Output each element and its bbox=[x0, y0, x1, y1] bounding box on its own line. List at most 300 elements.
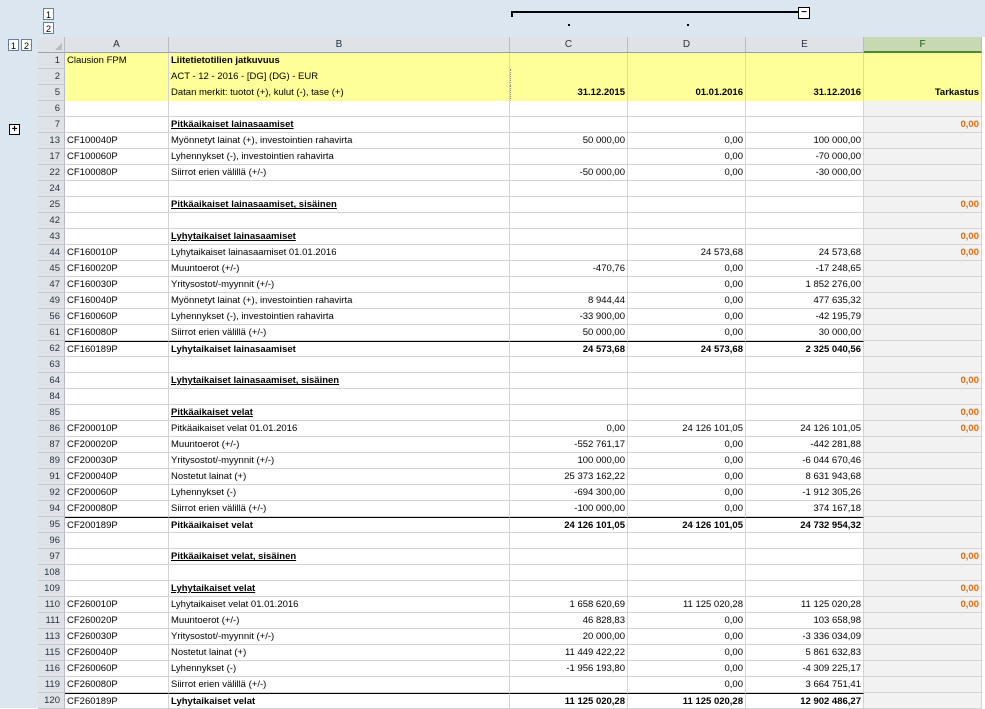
description-cell[interactable] bbox=[169, 101, 510, 117]
account-code-cell[interactable]: CF260010P bbox=[65, 597, 169, 613]
description-cell[interactable]: Siirrot erien välillä (+/-) bbox=[169, 501, 510, 517]
account-code-cell[interactable] bbox=[65, 197, 169, 213]
report-subtitle-cell[interactable]: ACT - 12 - 2016 - [DG] (DG) - EUR bbox=[169, 69, 510, 85]
description-cell[interactable]: Lyhytaikaiset lainasaamiset bbox=[169, 229, 510, 245]
check-value-cell[interactable] bbox=[864, 629, 982, 645]
check-value-cell[interactable] bbox=[864, 661, 982, 677]
value-31-12-2015-cell[interactable]: 100 000,00 bbox=[510, 453, 628, 469]
row-number[interactable]: 64 bbox=[38, 373, 65, 389]
check-value-cell[interactable] bbox=[864, 357, 982, 373]
value-31-12-2015-cell[interactable]: 8 944,44 bbox=[510, 293, 628, 309]
description-cell[interactable] bbox=[169, 389, 510, 405]
account-code-cell[interactable]: CF200020P bbox=[65, 437, 169, 453]
account-code-cell[interactable] bbox=[65, 181, 169, 197]
value-31-12-2016-cell[interactable] bbox=[746, 405, 864, 421]
value-31-12-2015-cell[interactable]: 25 373 162,22 bbox=[510, 469, 628, 485]
value-31-12-2016-cell[interactable]: -6 044 670,46 bbox=[746, 453, 864, 469]
description-cell[interactable]: Lyhennykset (-), investointien rahavirta bbox=[169, 309, 510, 325]
row-number[interactable]: 92 bbox=[38, 485, 65, 501]
row-number[interactable]: 85 bbox=[38, 405, 65, 421]
value-31-12-2016-cell[interactable] bbox=[746, 197, 864, 213]
column-outline-level-1-button[interactable]: 1 bbox=[43, 8, 54, 20]
description-cell[interactable] bbox=[169, 357, 510, 373]
value-31-12-2016-cell[interactable] bbox=[746, 181, 864, 197]
description-cell[interactable]: Lyhennykset (-) bbox=[169, 661, 510, 677]
check-value-cell[interactable] bbox=[864, 149, 982, 165]
check-value-cell[interactable]: 0,00 bbox=[864, 373, 982, 389]
account-code-cell[interactable] bbox=[65, 581, 169, 597]
value-31-12-2015-cell[interactable]: 46 828,83 bbox=[510, 613, 628, 629]
account-code-cell[interactable] bbox=[65, 373, 169, 389]
account-code-cell[interactable] bbox=[65, 565, 169, 581]
value-31-12-2016-cell[interactable]: 8 631 943,68 bbox=[746, 469, 864, 485]
description-cell[interactable]: Lyhytaikaiset lainasaamiset 01.01.2016 bbox=[169, 245, 510, 261]
value-01-01-2016-cell[interactable]: 24 126 101,05 bbox=[628, 421, 746, 437]
value-31-12-2016-cell[interactable] bbox=[746, 581, 864, 597]
check-value-cell[interactable] bbox=[864, 133, 982, 149]
value-31-12-2016-cell[interactable]: 100 000,00 bbox=[746, 133, 864, 149]
value-31-12-2015-cell[interactable] bbox=[510, 677, 628, 693]
value-01-01-2016-cell[interactable] bbox=[628, 405, 746, 421]
cell-c2[interactable] bbox=[510, 69, 628, 85]
select-all-corner[interactable] bbox=[38, 37, 65, 53]
description-cell[interactable]: Lyhytaikaiset lainasaamiset bbox=[169, 341, 510, 357]
column-header-c[interactable]: C bbox=[510, 37, 628, 53]
value-31-12-2015-cell[interactable]: 50 000,00 bbox=[510, 325, 628, 341]
value-01-01-2016-cell[interactable]: 0,00 bbox=[628, 293, 746, 309]
cell-d1[interactable] bbox=[628, 53, 746, 69]
value-31-12-2016-cell[interactable]: 477 635,32 bbox=[746, 293, 864, 309]
account-code-cell[interactable] bbox=[65, 405, 169, 421]
row-number[interactable]: 63 bbox=[38, 357, 65, 373]
account-code-cell[interactable]: CF260040P bbox=[65, 645, 169, 661]
value-31-12-2015-cell[interactable]: 0,00 bbox=[510, 421, 628, 437]
value-01-01-2016-cell[interactable]: 0,00 bbox=[628, 165, 746, 181]
check-value-cell[interactable] bbox=[864, 181, 982, 197]
column-header-a[interactable]: A bbox=[65, 37, 169, 53]
check-value-cell[interactable] bbox=[864, 693, 982, 709]
description-cell[interactable]: Muuntoerot (+/-) bbox=[169, 437, 510, 453]
value-31-12-2015-cell[interactable]: 20 000,00 bbox=[510, 629, 628, 645]
account-code-cell[interactable] bbox=[65, 101, 169, 117]
value-01-01-2016-cell[interactable] bbox=[628, 181, 746, 197]
value-31-12-2016-cell[interactable] bbox=[746, 229, 864, 245]
description-cell[interactable] bbox=[169, 565, 510, 581]
value-31-12-2015-cell[interactable] bbox=[510, 389, 628, 405]
value-31-12-2015-cell[interactable]: -100 000,00 bbox=[510, 501, 628, 517]
value-01-01-2016-cell[interactable]: 11 125 020,28 bbox=[628, 693, 746, 709]
row-number[interactable]: 49 bbox=[38, 293, 65, 309]
data-sign-note-cell[interactable]: Datan merkit: tuotot (+), kulut (-), tase (+) bbox=[169, 85, 510, 101]
check-header-f[interactable]: Tarkastus bbox=[864, 85, 982, 101]
value-01-01-2016-cell[interactable]: 11 125 020,28 bbox=[628, 597, 746, 613]
value-31-12-2016-cell[interactable] bbox=[746, 101, 864, 117]
cell-a2[interactable] bbox=[65, 69, 169, 85]
value-01-01-2016-cell[interactable]: 0,00 bbox=[628, 661, 746, 677]
value-01-01-2016-cell[interactable]: 0,00 bbox=[628, 469, 746, 485]
account-code-cell[interactable] bbox=[65, 117, 169, 133]
check-value-cell[interactable]: 0,00 bbox=[864, 245, 982, 261]
value-01-01-2016-cell[interactable]: 24 573,68 bbox=[628, 341, 746, 357]
check-value-cell[interactable] bbox=[864, 453, 982, 469]
account-code-cell[interactable] bbox=[65, 389, 169, 405]
check-value-cell[interactable]: 0,00 bbox=[864, 581, 982, 597]
value-31-12-2015-cell[interactable] bbox=[510, 581, 628, 597]
description-cell[interactable] bbox=[169, 181, 510, 197]
description-cell[interactable]: Lyhennykset (-), investointien rahavirta bbox=[169, 149, 510, 165]
account-code-cell[interactable]: CF260080P bbox=[65, 677, 169, 693]
description-cell[interactable]: Pitkäaikaiset velat bbox=[169, 517, 510, 533]
description-cell[interactable]: Muuntoerot (+/-) bbox=[169, 613, 510, 629]
row-number[interactable]: 111 bbox=[38, 613, 65, 629]
account-code-cell[interactable]: CF100040P bbox=[65, 133, 169, 149]
value-31-12-2015-cell[interactable] bbox=[510, 181, 628, 197]
date-header-d[interactable]: 01.01.2016 bbox=[628, 85, 746, 101]
check-value-cell[interactable] bbox=[864, 501, 982, 517]
row-number[interactable]: 7 bbox=[38, 117, 65, 133]
value-01-01-2016-cell[interactable]: 0,00 bbox=[628, 325, 746, 341]
value-31-12-2015-cell[interactable]: -33 900,00 bbox=[510, 309, 628, 325]
row-number[interactable]: 44 bbox=[38, 245, 65, 261]
value-31-12-2015-cell[interactable] bbox=[510, 549, 628, 565]
value-31-12-2015-cell[interactable] bbox=[510, 405, 628, 421]
cell-f2[interactable] bbox=[864, 69, 982, 85]
row-number[interactable]: 110 bbox=[38, 597, 65, 613]
row-number[interactable]: 91 bbox=[38, 469, 65, 485]
account-code-cell[interactable]: CF100080P bbox=[65, 165, 169, 181]
value-31-12-2016-cell[interactable]: -442 281,88 bbox=[746, 437, 864, 453]
account-code-cell[interactable]: CF160040P bbox=[65, 293, 169, 309]
description-cell[interactable]: Siirrot erien välillä (+/-) bbox=[169, 677, 510, 693]
row-number[interactable]: 97 bbox=[38, 549, 65, 565]
description-cell[interactable]: Pitkäaikaiset velat, sisäinen bbox=[169, 549, 510, 565]
row-number[interactable]: 6 bbox=[38, 101, 65, 117]
value-01-01-2016-cell[interactable]: 0,00 bbox=[628, 453, 746, 469]
value-01-01-2016-cell[interactable]: 0,00 bbox=[628, 437, 746, 453]
check-value-cell[interactable] bbox=[864, 389, 982, 405]
check-value-cell[interactable] bbox=[864, 485, 982, 501]
row-number[interactable]: 61 bbox=[38, 325, 65, 341]
cell-f1[interactable] bbox=[864, 53, 982, 69]
account-code-cell[interactable]: CF260020P bbox=[65, 613, 169, 629]
account-code-cell[interactable]: CF200060P bbox=[65, 485, 169, 501]
value-01-01-2016-cell[interactable] bbox=[628, 117, 746, 133]
row-number[interactable]: 43 bbox=[38, 229, 65, 245]
value-31-12-2015-cell[interactable]: 11 125 020,28 bbox=[510, 693, 628, 709]
description-cell[interactable]: Pitkäaikaiset lainasaamiset, sisäinen bbox=[169, 197, 510, 213]
value-01-01-2016-cell[interactable]: 0,00 bbox=[628, 309, 746, 325]
check-value-cell[interactable] bbox=[864, 293, 982, 309]
row-number[interactable]: 45 bbox=[38, 261, 65, 277]
account-code-cell[interactable]: CF260189P bbox=[65, 693, 169, 709]
account-code-cell[interactable]: CF160060P bbox=[65, 309, 169, 325]
value-01-01-2016-cell[interactable]: 0,00 bbox=[628, 261, 746, 277]
description-cell[interactable]: Siirrot erien välillä (+/-) bbox=[169, 165, 510, 181]
value-01-01-2016-cell[interactable]: 24 126 101,05 bbox=[628, 517, 746, 533]
value-31-12-2015-cell[interactable] bbox=[510, 213, 628, 229]
column-header-b[interactable]: B bbox=[169, 37, 510, 53]
column-header-e[interactable]: E bbox=[746, 37, 864, 53]
cell-d2[interactable] bbox=[628, 69, 746, 85]
account-code-cell[interactable] bbox=[65, 549, 169, 565]
check-value-cell[interactable]: 0,00 bbox=[864, 197, 982, 213]
value-01-01-2016-cell[interactable] bbox=[628, 229, 746, 245]
value-31-12-2016-cell[interactable] bbox=[746, 373, 864, 389]
value-31-12-2015-cell[interactable] bbox=[510, 373, 628, 389]
column-outline-level-2-button[interactable]: 2 bbox=[43, 22, 54, 34]
value-31-12-2016-cell[interactable]: 24 732 954,32 bbox=[746, 517, 864, 533]
check-value-cell[interactable] bbox=[864, 437, 982, 453]
account-code-cell[interactable]: CF160010P bbox=[65, 245, 169, 261]
value-31-12-2016-cell[interactable]: 374 167,18 bbox=[746, 501, 864, 517]
date-header-e[interactable]: 31.12.2016 bbox=[746, 85, 864, 101]
value-31-12-2016-cell[interactable]: 24 573,68 bbox=[746, 245, 864, 261]
value-31-12-2016-cell[interactable]: 24 126 101,05 bbox=[746, 421, 864, 437]
account-code-cell[interactable]: CF160020P bbox=[65, 261, 169, 277]
row-number[interactable]: 94 bbox=[38, 501, 65, 517]
value-31-12-2015-cell[interactable] bbox=[510, 357, 628, 373]
check-value-cell[interactable] bbox=[864, 613, 982, 629]
row-number[interactable]: 109 bbox=[38, 581, 65, 597]
check-value-cell[interactable] bbox=[864, 213, 982, 229]
description-cell[interactable]: Lyhytaikaiset velat bbox=[169, 693, 510, 709]
check-value-cell[interactable] bbox=[864, 277, 982, 293]
value-01-01-2016-cell[interactable]: 24 573,68 bbox=[628, 245, 746, 261]
value-31-12-2016-cell[interactable] bbox=[746, 213, 864, 229]
value-01-01-2016-cell[interactable] bbox=[628, 549, 746, 565]
value-31-12-2015-cell[interactable]: 24 126 101,05 bbox=[510, 517, 628, 533]
value-31-12-2016-cell[interactable] bbox=[746, 565, 864, 581]
value-31-12-2015-cell[interactable] bbox=[510, 277, 628, 293]
row-number[interactable]: 115 bbox=[38, 645, 65, 661]
description-cell[interactable]: Myönnetyt lainat (+), investointien rahavirta bbox=[169, 293, 510, 309]
check-value-cell[interactable] bbox=[864, 533, 982, 549]
account-code-cell[interactable] bbox=[65, 229, 169, 245]
cell-a5[interactable] bbox=[65, 85, 169, 101]
date-header-c[interactable]: 31.12.2015 bbox=[510, 85, 628, 101]
check-value-cell[interactable]: 0,00 bbox=[864, 421, 982, 437]
value-31-12-2015-cell[interactable]: -470,76 bbox=[510, 261, 628, 277]
row-outline-level-1-button[interactable]: 1 bbox=[8, 39, 19, 51]
row-number[interactable]: 120 bbox=[38, 693, 65, 709]
value-31-12-2015-cell[interactable]: 24 573,68 bbox=[510, 341, 628, 357]
check-value-cell[interactable] bbox=[864, 341, 982, 357]
value-31-12-2016-cell[interactable]: 30 000,00 bbox=[746, 325, 864, 341]
row-number[interactable]: 2 bbox=[38, 69, 65, 85]
value-01-01-2016-cell[interactable]: 0,00 bbox=[628, 677, 746, 693]
description-cell[interactable]: Muuntoerot (+/-) bbox=[169, 261, 510, 277]
company-name-cell[interactable]: Clausion FPM bbox=[65, 53, 169, 69]
account-code-cell[interactable]: CF200040P bbox=[65, 469, 169, 485]
check-value-cell[interactable] bbox=[864, 325, 982, 341]
account-code-cell[interactable] bbox=[65, 357, 169, 373]
value-31-12-2016-cell[interactable]: -1 912 305,26 bbox=[746, 485, 864, 501]
value-01-01-2016-cell[interactable] bbox=[628, 357, 746, 373]
description-cell[interactable] bbox=[169, 533, 510, 549]
description-cell[interactable] bbox=[169, 213, 510, 229]
account-code-cell[interactable]: CF260060P bbox=[65, 661, 169, 677]
value-31-12-2016-cell[interactable]: -3 336 034,09 bbox=[746, 629, 864, 645]
row-number[interactable]: 24 bbox=[38, 181, 65, 197]
account-code-cell[interactable]: CF200080P bbox=[65, 501, 169, 517]
value-31-12-2016-cell[interactable]: -30 000,00 bbox=[746, 165, 864, 181]
value-01-01-2016-cell[interactable] bbox=[628, 581, 746, 597]
value-31-12-2015-cell[interactable] bbox=[510, 245, 628, 261]
check-value-cell[interactable]: 0,00 bbox=[864, 117, 982, 133]
value-31-12-2016-cell[interactable]: 11 125 020,28 bbox=[746, 597, 864, 613]
row-number[interactable]: 62 bbox=[38, 341, 65, 357]
account-code-cell[interactable]: CF160080P bbox=[65, 325, 169, 341]
value-31-12-2016-cell[interactable]: 1 852 276,00 bbox=[746, 277, 864, 293]
description-cell[interactable]: Yritysostot/-myynnit (+/-) bbox=[169, 453, 510, 469]
value-01-01-2016-cell[interactable]: 0,00 bbox=[628, 645, 746, 661]
collapse-column-group-button[interactable]: − bbox=[798, 7, 810, 19]
check-value-cell[interactable] bbox=[864, 101, 982, 117]
column-header-f[interactable]: F bbox=[864, 37, 982, 53]
check-value-cell[interactable] bbox=[864, 677, 982, 693]
description-cell[interactable]: Yritysostot/-myynnit (+/-) bbox=[169, 277, 510, 293]
value-31-12-2016-cell[interactable] bbox=[746, 357, 864, 373]
row-number[interactable]: 89 bbox=[38, 453, 65, 469]
value-01-01-2016-cell[interactable]: 0,00 bbox=[628, 133, 746, 149]
value-31-12-2016-cell[interactable] bbox=[746, 389, 864, 405]
description-cell[interactable]: Pitkäaikaiset velat 01.01.2016 bbox=[169, 421, 510, 437]
check-value-cell[interactable]: 0,00 bbox=[864, 229, 982, 245]
check-value-cell[interactable]: 0,00 bbox=[864, 405, 982, 421]
description-cell[interactable]: Nostetut lainat (+) bbox=[169, 469, 510, 485]
row-number[interactable]: 86 bbox=[38, 421, 65, 437]
check-value-cell[interactable] bbox=[864, 645, 982, 661]
value-01-01-2016-cell[interactable] bbox=[628, 373, 746, 389]
check-value-cell[interactable] bbox=[864, 309, 982, 325]
account-code-cell[interactable]: CF200030P bbox=[65, 453, 169, 469]
value-01-01-2016-cell[interactable] bbox=[628, 101, 746, 117]
check-value-cell[interactable] bbox=[864, 517, 982, 533]
value-01-01-2016-cell[interactable]: 0,00 bbox=[628, 485, 746, 501]
row-number[interactable]: 113 bbox=[38, 629, 65, 645]
value-31-12-2015-cell[interactable]: -1 956 193,80 bbox=[510, 661, 628, 677]
check-value-cell[interactable] bbox=[864, 165, 982, 181]
account-code-cell[interactable]: CF200189P bbox=[65, 517, 169, 533]
value-31-12-2015-cell[interactable]: -50 000,00 bbox=[510, 165, 628, 181]
value-31-12-2015-cell[interactable] bbox=[510, 197, 628, 213]
account-code-cell[interactable] bbox=[65, 533, 169, 549]
description-cell[interactable]: Lyhennykset (-) bbox=[169, 485, 510, 501]
account-code-cell[interactable]: CF160030P bbox=[65, 277, 169, 293]
value-01-01-2016-cell[interactable] bbox=[628, 197, 746, 213]
value-31-12-2016-cell[interactable] bbox=[746, 533, 864, 549]
expand-row-group-button[interactable]: + bbox=[9, 124, 20, 135]
value-31-12-2015-cell[interactable] bbox=[510, 101, 628, 117]
value-31-12-2016-cell[interactable]: 5 861 632,83 bbox=[746, 645, 864, 661]
check-value-cell[interactable]: 0,00 bbox=[864, 549, 982, 565]
value-01-01-2016-cell[interactable]: 0,00 bbox=[628, 613, 746, 629]
value-01-01-2016-cell[interactable]: 0,00 bbox=[628, 277, 746, 293]
account-code-cell[interactable]: CF100060P bbox=[65, 149, 169, 165]
row-number[interactable]: 96 bbox=[38, 533, 65, 549]
value-31-12-2015-cell[interactable]: 11 449 422,22 bbox=[510, 645, 628, 661]
cell-c1[interactable] bbox=[510, 53, 628, 69]
row-number[interactable]: 1 bbox=[38, 53, 65, 69]
value-31-12-2015-cell[interactable]: -552 761,17 bbox=[510, 437, 628, 453]
row-number[interactable]: 56 bbox=[38, 309, 65, 325]
value-01-01-2016-cell[interactable] bbox=[628, 533, 746, 549]
value-31-12-2015-cell[interactable] bbox=[510, 229, 628, 245]
description-cell[interactable]: Pitkäaikaiset velat bbox=[169, 405, 510, 421]
account-code-cell[interactable] bbox=[65, 213, 169, 229]
description-cell[interactable]: Pitkäaikaiset lainasaamiset bbox=[169, 117, 510, 133]
row-number[interactable]: 47 bbox=[38, 277, 65, 293]
value-31-12-2016-cell[interactable]: -17 248,65 bbox=[746, 261, 864, 277]
row-number[interactable]: 22 bbox=[38, 165, 65, 181]
account-code-cell[interactable]: CF260030P bbox=[65, 629, 169, 645]
report-title-cell[interactable]: Liitetietotilien jatkuvuus bbox=[169, 53, 510, 69]
value-31-12-2016-cell[interactable]: -4 309 225,17 bbox=[746, 661, 864, 677]
description-cell[interactable]: Lyhytaikaiset velat bbox=[169, 581, 510, 597]
check-value-cell[interactable] bbox=[864, 469, 982, 485]
value-01-01-2016-cell[interactable] bbox=[628, 389, 746, 405]
row-number[interactable]: 17 bbox=[38, 149, 65, 165]
value-31-12-2015-cell[interactable] bbox=[510, 149, 628, 165]
account-code-cell[interactable]: CF200010P bbox=[65, 421, 169, 437]
cell-e1[interactable] bbox=[746, 53, 864, 69]
value-01-01-2016-cell[interactable]: 0,00 bbox=[628, 501, 746, 517]
row-number[interactable]: 87 bbox=[38, 437, 65, 453]
value-31-12-2015-cell[interactable] bbox=[510, 565, 628, 581]
value-31-12-2015-cell[interactable]: -694 300,00 bbox=[510, 485, 628, 501]
description-cell[interactable]: Nostetut lainat (+) bbox=[169, 645, 510, 661]
description-cell[interactable]: Yritysostot/-myynnit (+/-) bbox=[169, 629, 510, 645]
value-31-12-2016-cell[interactable]: 12 902 486,27 bbox=[746, 693, 864, 709]
description-cell[interactable]: Myönnetyt lainat (+), investointien rahavirta bbox=[169, 133, 510, 149]
description-cell[interactable]: Lyhytaikaiset lainasaamiset, sisäinen bbox=[169, 373, 510, 389]
row-number[interactable]: 108 bbox=[38, 565, 65, 581]
row-number[interactable]: 84 bbox=[38, 389, 65, 405]
check-value-cell[interactable] bbox=[864, 565, 982, 581]
value-31-12-2016-cell[interactable]: -42 195,79 bbox=[746, 309, 864, 325]
row-number[interactable]: 42 bbox=[38, 213, 65, 229]
row-number[interactable]: 95 bbox=[38, 517, 65, 533]
value-31-12-2016-cell[interactable]: 103 658,98 bbox=[746, 613, 864, 629]
value-31-12-2015-cell[interactable]: 1 658 620,69 bbox=[510, 597, 628, 613]
value-31-12-2016-cell[interactable]: 3 664 751,41 bbox=[746, 677, 864, 693]
cell-e2[interactable] bbox=[746, 69, 864, 85]
value-01-01-2016-cell[interactable]: 0,00 bbox=[628, 149, 746, 165]
value-31-12-2016-cell[interactable]: 2 325 040,56 bbox=[746, 341, 864, 357]
column-header-d[interactable]: D bbox=[628, 37, 746, 53]
row-number[interactable]: 25 bbox=[38, 197, 65, 213]
value-31-12-2015-cell[interactable]: 50 000,00 bbox=[510, 133, 628, 149]
account-code-cell[interactable]: CF160189P bbox=[65, 341, 169, 357]
row-outline-level-2-button[interactable]: 2 bbox=[21, 39, 32, 51]
value-31-12-2015-cell[interactable] bbox=[510, 117, 628, 133]
value-31-12-2016-cell[interactable] bbox=[746, 549, 864, 565]
check-value-cell[interactable]: 0,00 bbox=[864, 597, 982, 613]
row-number[interactable]: 116 bbox=[38, 661, 65, 677]
value-01-01-2016-cell[interactable] bbox=[628, 565, 746, 581]
row-number[interactable]: 5 bbox=[38, 85, 65, 101]
value-31-12-2015-cell[interactable] bbox=[510, 533, 628, 549]
value-01-01-2016-cell[interactable] bbox=[628, 213, 746, 229]
value-31-12-2016-cell[interactable]: -70 000,00 bbox=[746, 149, 864, 165]
row-number[interactable]: 13 bbox=[38, 133, 65, 149]
value-01-01-2016-cell[interactable]: 0,00 bbox=[628, 629, 746, 645]
row-number[interactable]: 119 bbox=[38, 677, 65, 693]
description-cell[interactable]: Siirrot erien välillä (+/-) bbox=[169, 325, 510, 341]
value-31-12-2016-cell[interactable] bbox=[746, 117, 864, 133]
check-value-cell[interactable] bbox=[864, 261, 982, 277]
description-cell[interactable]: Lyhytaikaiset velat 01.01.2016 bbox=[169, 597, 510, 613]
